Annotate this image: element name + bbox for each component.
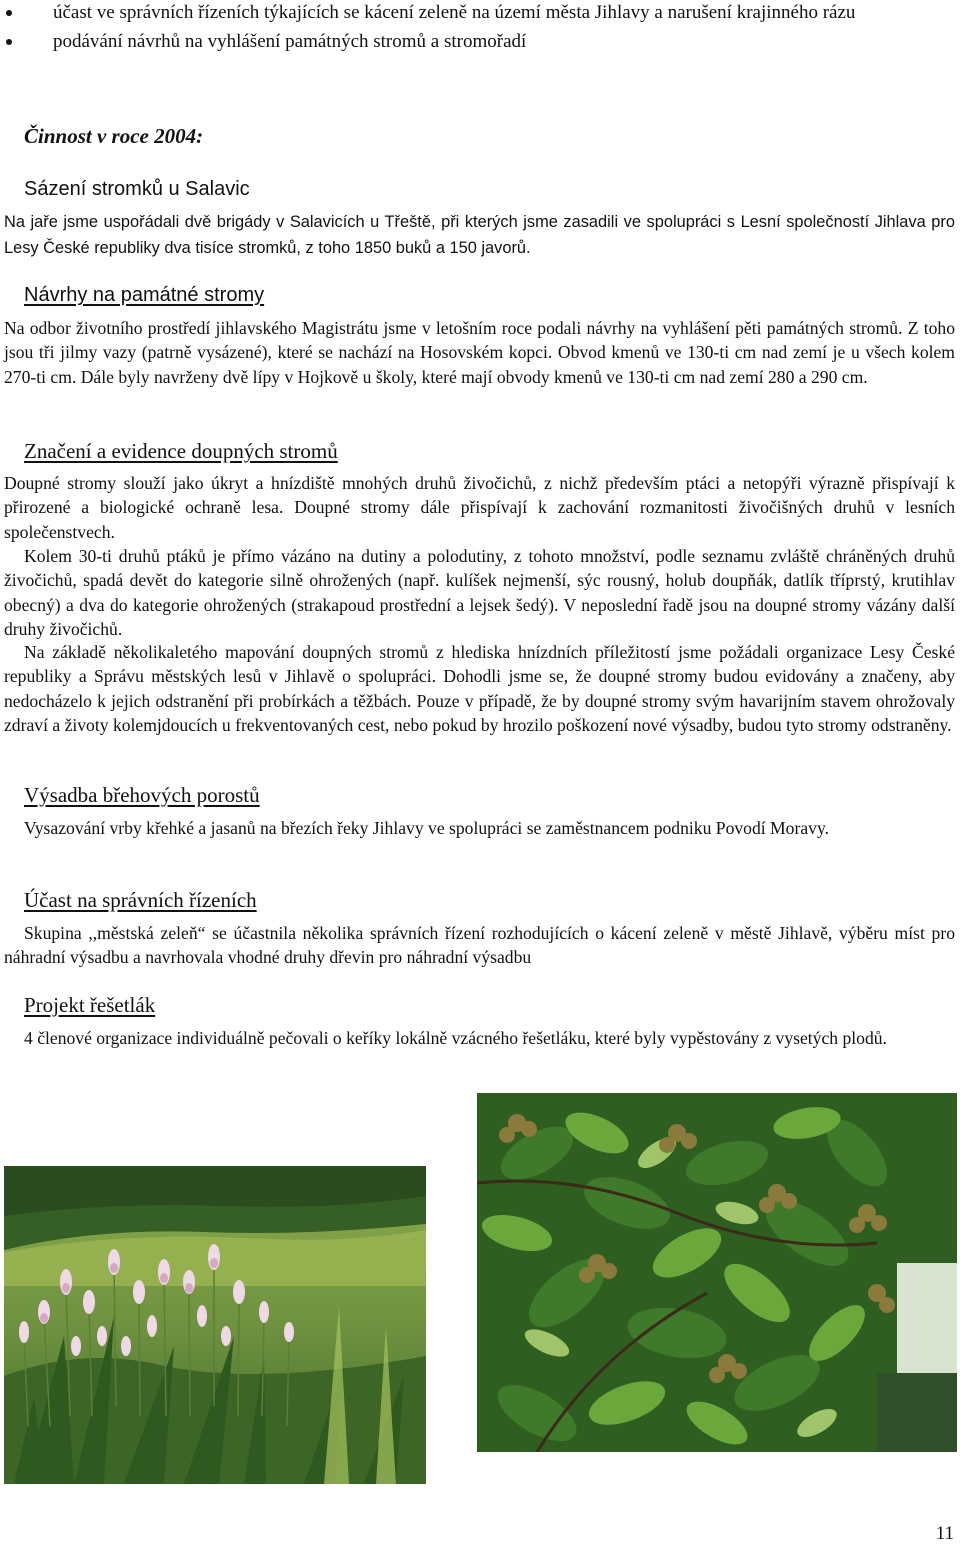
section-paragraph [4, 1026, 955, 1050]
bullet-list [4, 0, 956, 56]
section-paragraph: Doupné stromy slouží jako úkryt a hnízdiště mnohých druhů živočichů, z nichž především ptáci a netopýři výrazně přispívají k přirozené a biologické ochraně lesa. Doupné stromy dále přispívají k zachování rozmanitosti živočišných druhů v lesních společenstvech. [4, 473, 955, 542]
section-heading-administrative-proceedings: Účast na správních řízeních [24, 888, 257, 912]
section-heading-riparian-planting: Výsadba břehových porostů [24, 783, 260, 807]
bullet-item [4, 0, 956, 27]
paragraph-text: 4 členové organizace individuálně pečovali o keříky lokálně vzácného řešetláku, které byly vypěstovány z vysetých plodů. [24, 1028, 887, 1048]
paragraph-text: Na základě několikaletého mapování doupných stromů z hlediska hnízdních příležitostí jsme požádali organizace Lesy České republiky a Správu městských lesů v Jihlavě o spolupráci. Dohodli jsme se, že doupné stromy budou evidovány a značeny, aby nedocházelo k jejich odstranění při probírkách a těžbách. Pouze v případě, že by doupné stromy svým havarijním stavem ohrožovaly zdraví a životy kolemjdoucích u frekventovaných cest, nebo pokud by hrozilo poškození nové výsadby, budou tyto stromy odstraněny. [4, 642, 955, 735]
bullet-dot-icon [6, 39, 12, 45]
section-heading-hollow-trees: Značení a evidence doupných stromů [24, 439, 338, 463]
meadow-flowers-photo [4, 1166, 426, 1484]
paragraph-text: Skupina ,,městská zeleň“ se účastnila několika správních řízení rozhodujících o kácení zeleně v městě Jihlavě, výběru míst pro náhradní výsadbu a navrhovala vhodné druhy dřevin pro náhradní výsadbu [4, 923, 955, 968]
section-paragraph [4, 640, 955, 737]
section-paragraph [4, 816, 955, 840]
bullet-item [4, 27, 956, 56]
year-heading: Činnost v roce 2004: [24, 124, 204, 148]
section-paragraph [4, 544, 955, 641]
section-heading-salavice: Sázení stromků u Salavic [24, 178, 250, 200]
section-heading-buckthorn-project: Projekt řešetlák [24, 993, 156, 1017]
section-paragraph: Na odbor životního prostředí jihlavského Magistrátu jsme v letošním roce podali návrhy na vyhlášení pěti památných stromů. Z toho jsou tři jilmy vazy (patrně vysázené), které se nachází na Hosovském kopci. Obvod kmenů ve 130-ti cm nad zemí je u všech kolem 270-ti cm. Dále byly navrženy dvě lípy v Hojkově u školy, které mají obvody kmenů ve 130-ti cm nad zemí 280 a 290 cm. [4, 318, 955, 387]
section-paragraph [4, 921, 955, 970]
section-heading-memorial-trees: Návrhy na památné stromy [24, 284, 265, 306]
paragraph-text: Vysazování vrby křehké a jasanů na březích řeky Jihlavy ve spolupráci se zaměstnancem podniku Povodí Moravy. [24, 818, 829, 838]
bullet-dot-icon [6, 10, 12, 16]
bullet-text: účast ve správních řízeních týkajících se kácení zeleně na území města Jihlavy a narušení krajinného rázu [53, 2, 856, 23]
bullet-text: podávání návrhů na vyhlášení památných stromů a stromořadí [53, 31, 527, 52]
page-number: 11 [935, 1523, 954, 1544]
tree-foliage-photo [477, 1093, 957, 1452]
paragraph-text: Kolem 30-ti druhů ptáků je přímo vázáno na dutiny a polodutiny, z tohoto množství, podle seznamu zvláště chráněných druhů živočichů, spadá devět do kategorie silně ohrožených (např. kulíšek nejmenší, sýc rousný, holub doupňák, datlík tříprstý, krutihlav obecný) a dva do kategorie ohrožených (strakapoud prostřední a lejsek šedý). V neposlední řadě jsou na doupné stromy vázány další druhy živočichů. [4, 546, 955, 639]
section-paragraph: Na jaře jsme uspořádali dvě brigády v Salavicích u Třeště, při kterých jsme zasadili ve spolupráci s Lesní společností Jihlava pro Lesy České republiky dva tisíce stromků, z toho 1850 buků a 150 javorů. [4, 213, 955, 257]
